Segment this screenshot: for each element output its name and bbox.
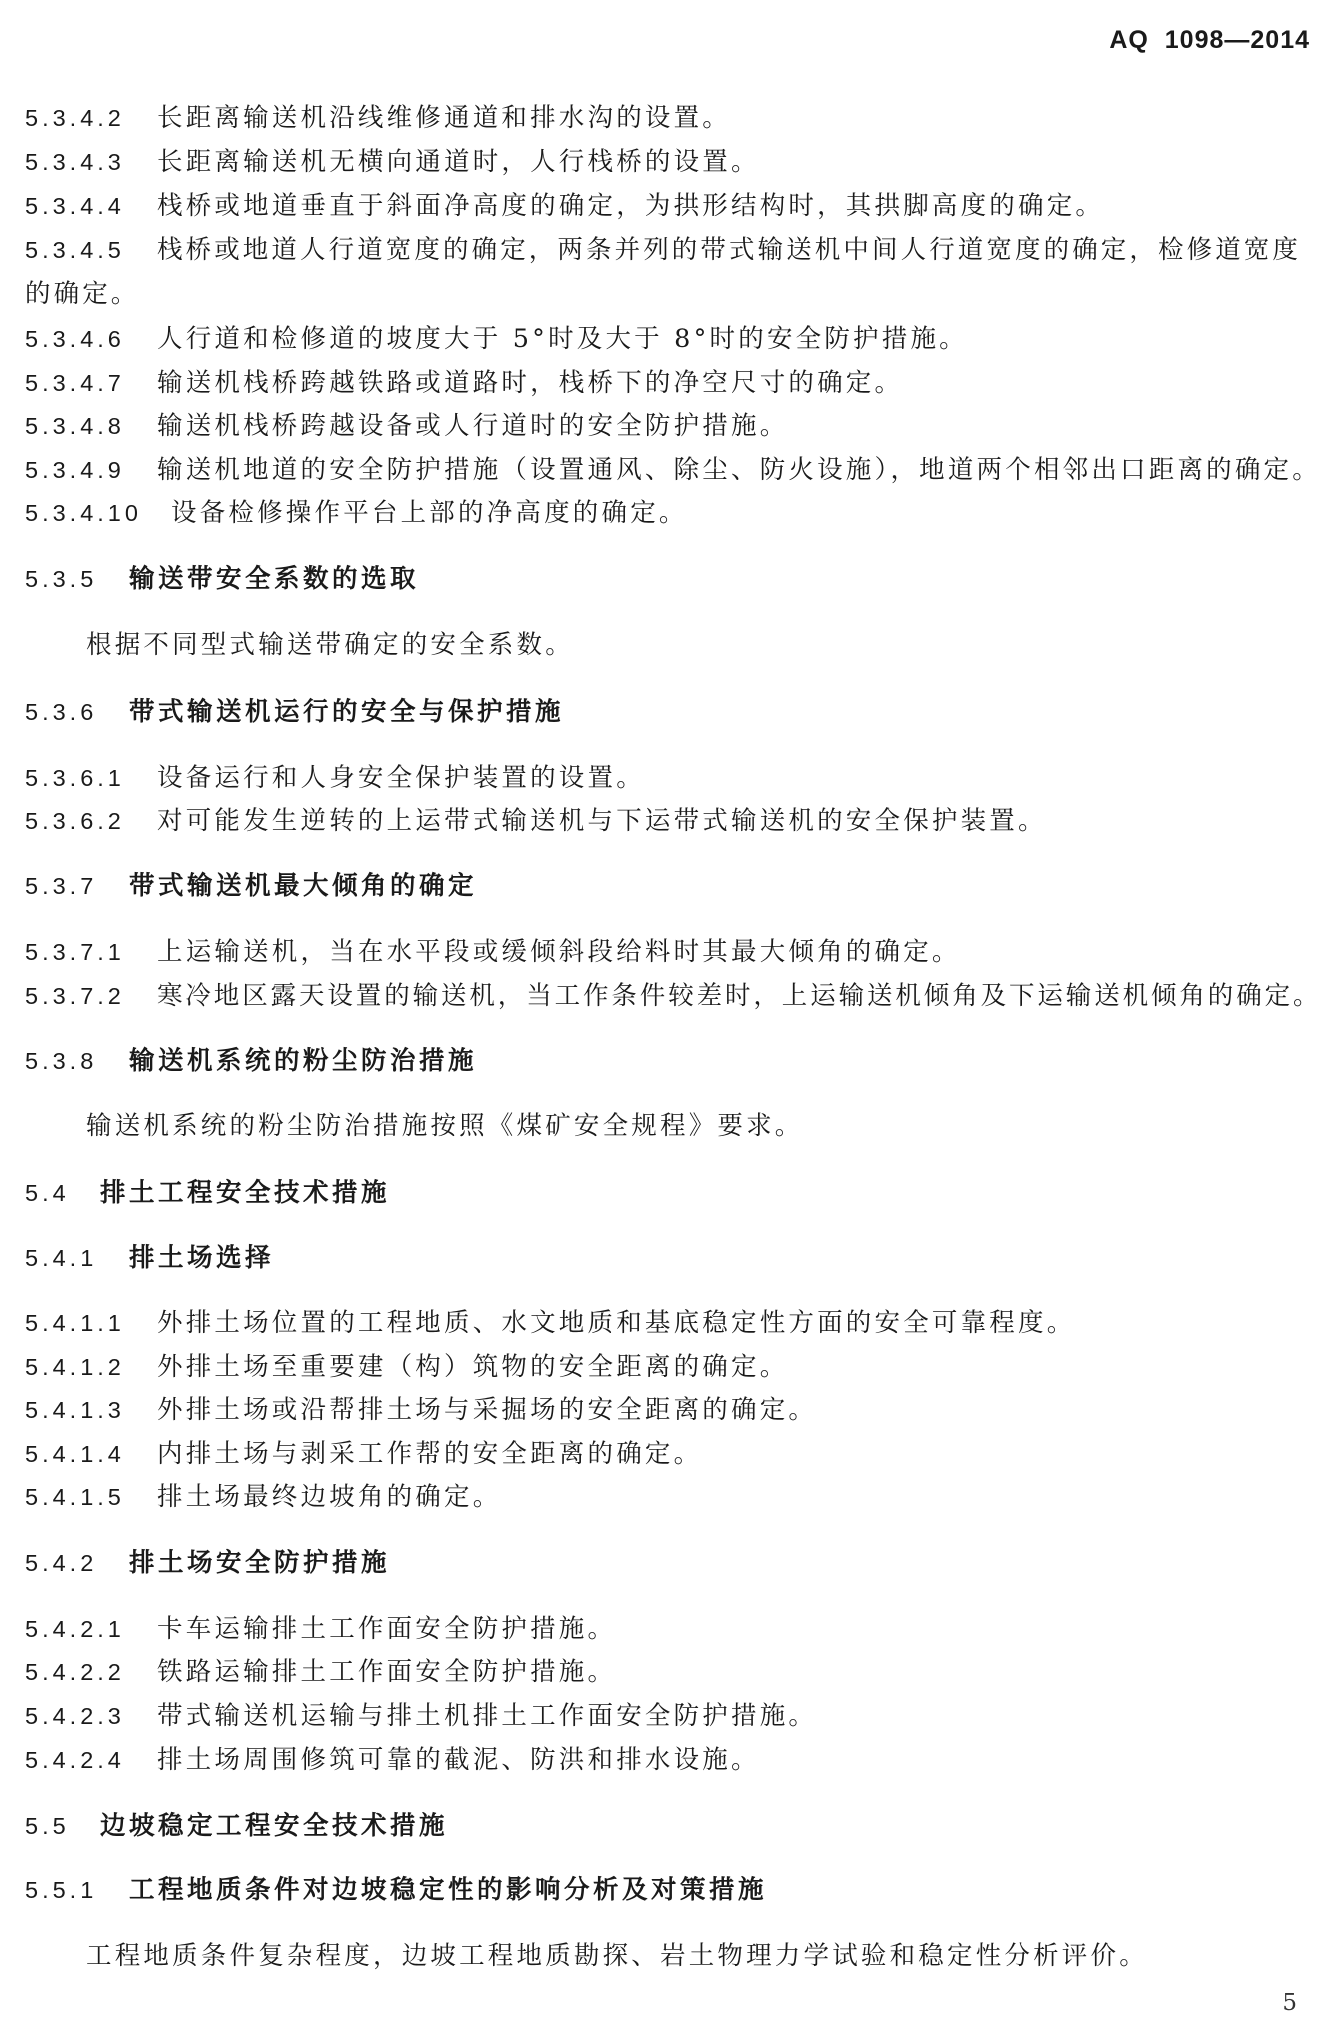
heading-5-4 [25, 1178, 390, 1209]
clause-5-3-4-2 [25, 103, 731, 134]
heading-number: 5.3.7 [25, 873, 98, 899]
clause-5-4-2-1 [25, 1614, 616, 1645]
page-number: 5 [1282, 1990, 1297, 2016]
clause-5-4-2-2 [25, 1657, 616, 1688]
clause-5-3-4-4 [25, 191, 1104, 222]
paragraph-5-5-1: 工程地质条件复杂程度，边坡工程地质勘探、岩土物理力学试验和稳定性分析评价。 [86, 1941, 1148, 1971]
clause-text: 外排土场或沿帮排土场与采掘场的安全距离的确定。 [157, 1395, 818, 1425]
clause-5-3-4-10 [25, 498, 688, 529]
clause-number: 5.4.1.1 [25, 1310, 125, 1336]
heading-5-3-7 [25, 871, 477, 902]
clause-5-3-4-3 [25, 147, 760, 178]
heading-5-3-8 [25, 1046, 477, 1077]
clause-text: 输送机地道的安全防护措施（设置通风、除尘、防火设施），地道两个相邻出口距离的确定。 [157, 455, 1321, 485]
clause-text: 内排土场与剥采工作帮的安全距离的确定。 [157, 1439, 703, 1469]
clause-5-4-1-3 [25, 1395, 817, 1426]
clause-5-4-1-2 [25, 1352, 788, 1383]
clause-5-4-1-5 [25, 1482, 501, 1513]
heading-5-4-2 [25, 1548, 390, 1579]
heading-text: 排土工程安全技术措施 [100, 1178, 391, 1208]
heading-text: 带式输送机最大倾角的确定 [129, 871, 478, 901]
clause-number: 5.3.4.5 [25, 237, 125, 263]
heading-number: 5.5 [25, 1813, 70, 1839]
paragraph-5-3-5: 根据不同型式输送带确定的安全系数。 [86, 630, 574, 660]
clause-5-4-1-4 [25, 1439, 702, 1470]
clause-text: 上运输送机，当在水平段或缓倾斜段给料时其最大倾角的确定。 [157, 937, 961, 967]
clause-5-4-1-1 [25, 1308, 1075, 1339]
clause-text: 栈桥或地道垂直于斜面净高度的确定，为拱形结构时，其拱脚高度的确定。 [157, 191, 1105, 221]
clause-text: 卡车运输排土工作面安全防护措施。 [157, 1614, 617, 1644]
heading-number: 5.4.1 [25, 1245, 98, 1271]
clause-text: 长距离输送机无横向通道时，人行栈桥的设置。 [157, 147, 760, 177]
heading-5-5-1 [25, 1875, 767, 1906]
clause-5-4-2-3 [25, 1701, 817, 1732]
clause-text: 排土场最终边坡角的确定。 [157, 1482, 502, 1512]
clause-number: 5.3.4.7 [25, 370, 125, 396]
clause-number: 5.3.4.9 [25, 457, 125, 483]
clause-number: 5.4.2.1 [25, 1616, 125, 1642]
clause-number: 5.3.6.1 [25, 765, 125, 791]
clause-number: 5.3.4.2 [25, 105, 125, 131]
clause-5-3-6-2 [25, 806, 1047, 837]
clause-text: 对可能发生逆转的上运带式输送机与下运带式输送机的安全保护装置。 [157, 806, 1047, 836]
clause-text: 设备检修操作平台上部的净高度的确定。 [171, 498, 688, 528]
clause-5-3-6-1 [25, 763, 645, 794]
heading-number: 5.3.6 [25, 699, 98, 725]
clause-text: 设备运行和人身安全保护装置的设置。 [157, 763, 645, 793]
heading-number: 5.4.2 [25, 1550, 98, 1576]
clause-text: 长距离输送机沿线维修通道和排水沟的设置。 [157, 103, 732, 133]
clause-number: 5.4.1.3 [25, 1397, 125, 1423]
clause-text: 外排土场至重要建（构）筑物的安全距离的确定。 [157, 1352, 789, 1382]
clause-5-3-7-2 [25, 981, 1321, 1012]
clause-number: 5.3.4.10 [25, 500, 142, 526]
clause-5-3-4-5 [25, 228, 1315, 316]
clause-number: 5.3.4.6 [25, 326, 125, 352]
clause-text: 铁路运输排土工作面安全防护措施。 [157, 1657, 617, 1687]
heading-text: 排土场选择 [129, 1243, 275, 1273]
heading-5-3-6 [25, 697, 564, 728]
document-code: AQ 1098—2014 [1109, 26, 1310, 54]
heading-text: 输送机系统的粉尘防治措施 [129, 1046, 478, 1076]
clause-number: 5.4.1.5 [25, 1484, 125, 1510]
heading-5-5 [25, 1811, 448, 1842]
clause-text: 外排土场位置的工程地质、水文地质和基底稳定性方面的安全可靠程度。 [157, 1308, 1076, 1338]
clause-text: 栈桥或地道人行道宽度的确定，两条并列的带式输送机中间人行道宽度的确定，检修道宽度的确定。 [25, 235, 1302, 309]
clause-number: 5.4.1.2 [25, 1354, 125, 1380]
clause-number: 5.4.2.2 [25, 1659, 125, 1685]
heading-number: 5.3.5 [25, 566, 98, 592]
clause-5-3-4-8 [25, 411, 788, 442]
clause-number: 5.3.7.1 [25, 939, 125, 965]
clause-text: 人行道和检修道的坡度大于 5°时及大于 8°时的安全防护措施。 [157, 324, 968, 354]
clause-number: 5.3.4.4 [25, 193, 125, 219]
clause-text: 排土场周围修筑可靠的截泥、防洪和排水设施。 [157, 1745, 760, 1775]
clause-text: 带式输送机运输与排土机排土工作面安全防护措施。 [157, 1701, 818, 1731]
clause-number: 5.4.2.3 [25, 1703, 125, 1729]
clause-5-3-4-9 [25, 455, 1321, 486]
clause-5-4-2-4 [25, 1745, 760, 1776]
clause-5-3-4-7 [25, 368, 903, 399]
heading-text: 带式输送机运行的安全与保护措施 [129, 697, 565, 727]
clause-number: 5.4.1.4 [25, 1441, 125, 1467]
clause-number: 5.3.4.3 [25, 149, 125, 175]
clause-number: 5.3.7.2 [25, 983, 125, 1009]
clause-number: 5.3.6.2 [25, 808, 125, 834]
clause-text: 输送机栈桥跨越铁路或道路时，栈桥下的净空尺寸的确定。 [157, 368, 904, 398]
clause-5-3-4-6 [25, 324, 968, 355]
paragraph-5-3-8: 输送机系统的粉尘防治措施按照《煤矿安全规程》要求。 [86, 1111, 804, 1141]
clause-text: 寒冷地区露天设置的输送机，当工作条件较差时，上运输送机倾角及下运输送机倾角的确定。 [157, 981, 1322, 1011]
heading-text: 排土场安全防护措施 [129, 1548, 391, 1578]
clause-number: 5.4.2.4 [25, 1747, 125, 1773]
heading-text: 输送带安全系数的选取 [129, 564, 420, 594]
clause-text: 输送机栈桥跨越设备或人行道时的安全防护措施。 [157, 411, 789, 441]
heading-text: 边坡稳定工程安全技术措施 [100, 1811, 449, 1841]
clause-5-3-7-1 [25, 937, 961, 968]
heading-number: 5.4 [25, 1180, 70, 1206]
heading-5-3-5 [25, 564, 419, 595]
heading-text: 工程地质条件对边坡稳定性的影响分析及对策措施 [129, 1875, 768, 1905]
clause-number: 5.3.4.8 [25, 413, 125, 439]
heading-5-4-1 [25, 1243, 274, 1274]
heading-number: 5.3.8 [25, 1048, 98, 1074]
heading-number: 5.5.1 [25, 1877, 98, 1903]
